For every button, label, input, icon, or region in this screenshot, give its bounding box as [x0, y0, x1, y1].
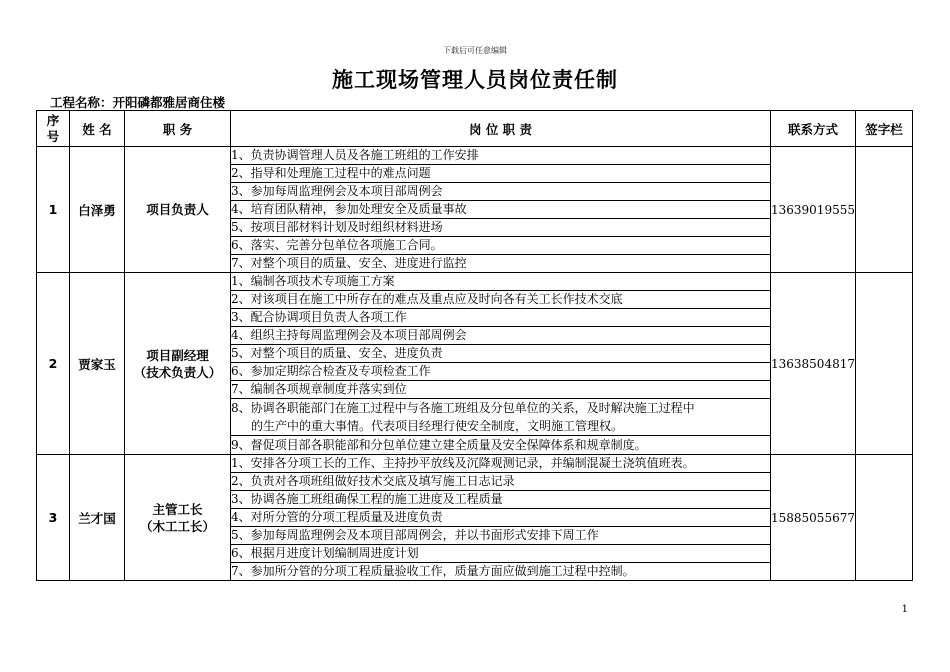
duty-item: 4、组织主持每周监理例会及本项目部周例会: [231, 327, 771, 345]
signature-cell[interactable]: [856, 147, 913, 273]
duty-item: 5、参加每周监理例会及本项目部周例会，并以书面形式安排下周工作: [231, 527, 771, 545]
project-name: 工程名称：开阳磷都雅居商住楼: [50, 95, 226, 110]
name-cell: 兰才国: [70, 455, 125, 581]
duty-item: 2、对该项目在施工中所存在的难点及重点应及时向各有关工长作技术交底: [231, 291, 771, 309]
duty-item: 1、编制各项技术专项施工方案: [231, 273, 771, 291]
duty-item: 3、协调各施工班组确保工程的施工进度及工程质量: [231, 491, 771, 509]
contact-cell: 15885055677: [771, 455, 856, 581]
duty-item: 2、负责对各项班组做好技术交底及填写施工日志记录: [231, 473, 771, 491]
header-seq: 序 号: [37, 111, 70, 147]
duty-item: 9、督促项目部各职能部和分包单位建立建全质量及安全保障体系和规章制度。: [231, 436, 771, 455]
signature-cell[interactable]: [856, 455, 913, 581]
header-row: [37, 111, 913, 147]
position-cell: 主管工长 （木工工长）: [125, 455, 231, 581]
duty-item: 6、参加定期综合检查及专项检查工作: [231, 363, 771, 381]
header-name: 姓 名: [70, 111, 125, 147]
header-sign: 签字栏: [856, 111, 913, 147]
duty-item: 5、按项目部材料计划及时组织材料进场: [231, 219, 771, 237]
duty-item: 7、对整个项目的质量、安全、进度进行监控: [231, 255, 771, 273]
duty-item: 4、对所分管的分项工程质量及进度负责: [231, 509, 771, 527]
position-cell: 项目副经理 （技术负责人）: [125, 273, 231, 455]
signature-cell[interactable]: [856, 273, 913, 455]
header-contact: 联系方式: [771, 111, 856, 147]
duty-item: 7、参加所分管的分项工程质量验收工作，质量方面应做到施工过程中控制。: [231, 563, 771, 581]
page-title: 施工现场管理人员岗位责任制: [332, 68, 618, 92]
header-duties: 岗 位 职 责: [231, 111, 771, 147]
duty-item: 3、配合协调项目负责人各项工作: [231, 309, 771, 327]
table-row: [37, 273, 913, 291]
duty-item: 6、根据月进度计划编制周进度计划: [231, 545, 771, 563]
duty-item: 6、落实、完善分包单位各项施工合同。: [231, 237, 771, 255]
duty-item: 1、负责协调管理人员及各施工班组的工作安排: [231, 147, 771, 165]
contact-cell: 13639019555: [771, 147, 856, 273]
duty-item: 5、对整个项目的质量、安全、进度负责: [231, 345, 771, 363]
page-number: 1: [901, 604, 908, 615]
duty-item: 4、培育团队精神，参加处理安全及质量事故: [231, 201, 771, 219]
seq-cell: 3: [37, 455, 70, 581]
duty-item: 1、安排各分项工长的工作、主持抄平放线及沉降观测记录，并编制混凝土浇筑值班表。: [231, 455, 771, 473]
seq-cell: 1: [37, 147, 70, 273]
seq-cell: 2: [37, 273, 70, 455]
name-cell: 贾家玉: [70, 273, 125, 455]
contact-cell: 13638504817: [771, 273, 856, 455]
duty-item: 3、参加每周监理例会及本项目部周例会: [231, 183, 771, 201]
duty-item: 7、编制各项规章制度并落实到位: [231, 381, 771, 399]
header-position: 职 务: [125, 111, 231, 147]
position-cell: 项目负责人: [125, 147, 231, 273]
table-row: [37, 455, 913, 473]
name-cell: 白泽勇: [70, 147, 125, 273]
duty-item: 2、指导和处理施工过程中的难点问题: [231, 165, 771, 183]
responsibility-table: [36, 110, 913, 581]
watermark-text: 下载后可任意编辑: [443, 46, 507, 55]
table-row: [37, 147, 913, 165]
duty-item: 8、协调各职能部门在施工过程中与各施工班组及分包单位的关系，及时解决施工过程中 的生产中的重大事情。代表项目经理行使安全制度，文明施工管理权。: [231, 399, 771, 436]
